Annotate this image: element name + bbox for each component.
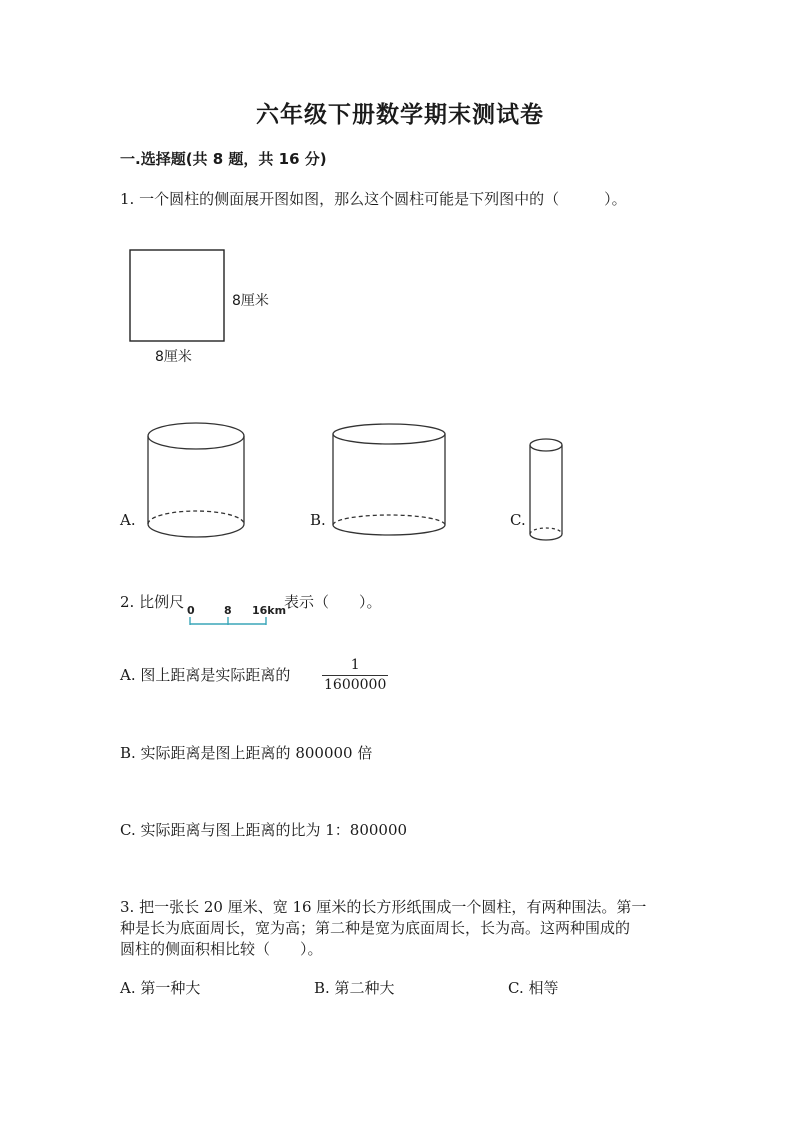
question-1-text: 1. 一个圆柱的侧面展开图如图，那么这个圆柱可能是下列图中的（ ）。 [120, 190, 627, 208]
q2-option-b[interactable]: B. 实际距离是图上距离的 800000 倍 [120, 744, 373, 762]
q2-option-a[interactable]: A. 图上距离是实际距离的 [120, 666, 291, 684]
scale-bar [190, 617, 266, 625]
cylinder-c [530, 439, 562, 540]
scale-tick-8: 8 [224, 604, 232, 617]
scale-tick-0: 0 [187, 604, 195, 617]
cylinder-a [148, 423, 244, 537]
fraction-bar [322, 675, 388, 676]
scale-tick-16km: 16km [252, 604, 287, 617]
q1-option-c[interactable]: C. [510, 511, 526, 529]
cylinder-b [333, 424, 445, 535]
side-net-square [130, 250, 224, 341]
q1-option-a[interactable]: A. [120, 511, 136, 529]
q3-option-b[interactable]: B. 第二种大 [314, 979, 395, 997]
page-title: 六年级下册数学期末测试卷 [256, 102, 544, 128]
square-bottom-label: 8厘米 [155, 349, 192, 365]
fraction-denominator: 1600000 [324, 677, 387, 693]
square-side-label: 8厘米 [232, 293, 269, 309]
question-3-line-3: 圆柱的侧面积相比较（ ）。 [120, 940, 323, 958]
q2-option-c[interactable]: C. 实际距离与图上距离的比为 1：800000 [120, 821, 408, 839]
q2-option-a-fraction [322, 657, 388, 693]
question-2-prefix: 2. 比例尺 [120, 593, 185, 611]
fraction-numerator: 1 [350, 657, 360, 673]
question-3-line-1: 3. 把一张长 20 厘米、宽 16 厘米的长方形纸围成一个圆柱，有两种围法。第一 [120, 898, 647, 916]
q1-option-b[interactable]: B. [310, 511, 326, 529]
q3-option-c[interactable]: C. 相等 [508, 979, 559, 997]
question-2-suffix: 表示（ ）。 [284, 593, 382, 611]
section-heading: 一.选择题(共 8 题，共 16 分) [120, 150, 327, 168]
q3-option-a[interactable]: A. 第一种大 [120, 979, 201, 997]
question-3-line-2: 种是长为底面周长，宽为高；第二种是宽为底面周长，长为高。这两种围成的 [120, 919, 631, 937]
